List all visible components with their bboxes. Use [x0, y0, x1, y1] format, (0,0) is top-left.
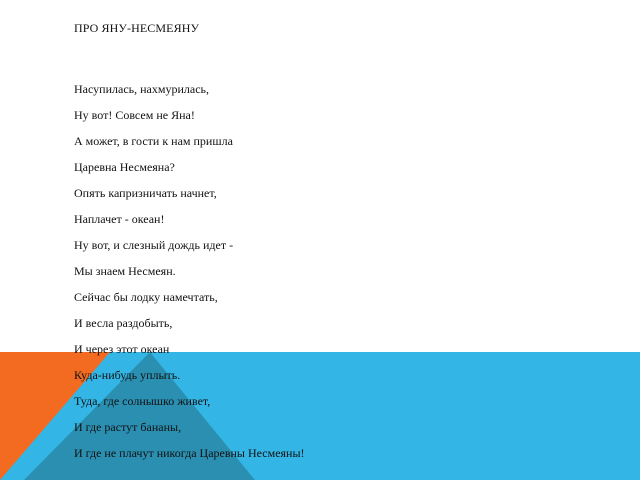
poem-line: Опять капризничать начнет, — [74, 186, 217, 200]
poem-line: Туда, где солнышко живет, — [74, 394, 211, 408]
poem-line: Царевна Несмеяна? — [74, 160, 175, 174]
poem-line: Мы знаем Несмеян. — [74, 264, 176, 278]
poem-line: Ну вот! Совсем не Яна! — [74, 108, 195, 122]
poem-line: Насупилась, нахмурилась, — [74, 82, 209, 96]
slide-content — [74, 20, 594, 471]
poem-line: И весла раздобыть, — [74, 316, 173, 330]
poem-line: И через этот океан — [74, 342, 170, 356]
poem-line: Ну вот, и слезный дождь идет - — [74, 238, 234, 252]
poem-body — [74, 81, 594, 461]
poem-title: ПРО ЯНУ-НЕСМЕЯНУ — [74, 21, 200, 35]
poem-line: И где растут бананы, — [74, 420, 182, 434]
poem-line: И где не плачут никогда Царевны Несмеяны! — [74, 446, 305, 460]
poem-line: Наплачет - океан! — [74, 212, 165, 226]
poem-line: Куда-нибудь уплыть. — [74, 368, 181, 382]
poem-line: Сейчас бы лодку намечтать, — [74, 290, 218, 304]
poem-line: А может, в гости к нам пришла — [74, 134, 233, 148]
